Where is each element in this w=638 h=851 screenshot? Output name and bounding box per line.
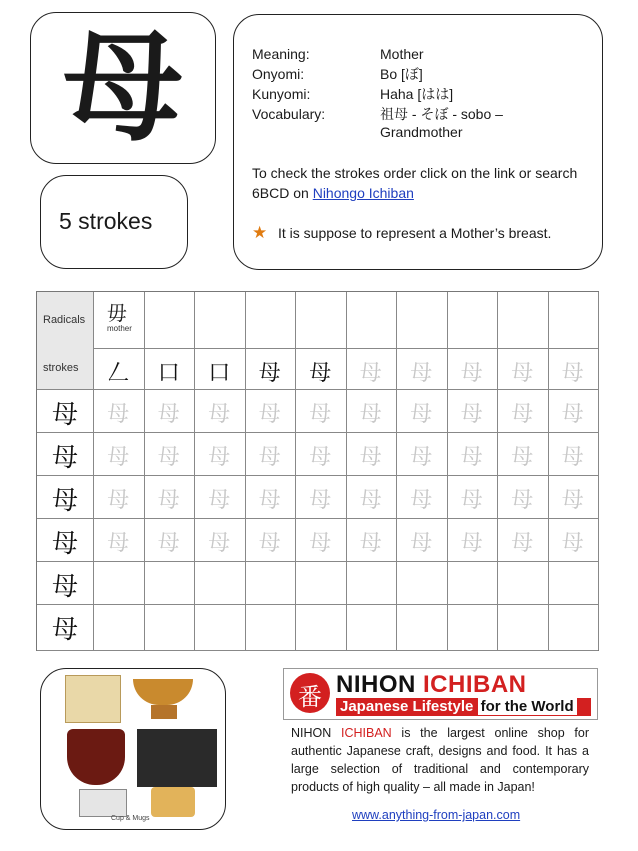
grid-cell	[447, 518, 499, 561]
blank-practice-cell[interactable]	[548, 604, 600, 650]
product-photo-mug	[151, 787, 195, 817]
grid-cell	[497, 518, 549, 561]
grid-cell	[295, 348, 347, 389]
grid-cell	[346, 389, 398, 432]
radicals-row	[37, 292, 598, 349]
blank-practice-cell[interactable]	[447, 604, 499, 650]
grid-cell	[346, 292, 398, 348]
practice-row	[37, 389, 598, 433]
photo-caption: Cup & Mugs	[111, 815, 150, 822]
trace-character: 母	[208, 402, 231, 427]
grid-cell	[144, 432, 196, 475]
trace-character: 母	[258, 488, 281, 513]
grid-cell	[144, 389, 196, 432]
grid-cell	[245, 518, 297, 561]
nihon-ichiban-logo[interactable]	[283, 668, 598, 720]
grid-cell	[37, 292, 94, 348]
trace-character: 母	[309, 531, 332, 556]
grid-cell	[144, 292, 196, 348]
stroke-step: 母	[258, 361, 281, 386]
trace-character: 母	[208, 531, 231, 556]
trace-character: 母	[359, 445, 382, 470]
stroke-step: 母	[309, 361, 332, 386]
strokes-label: strokes	[43, 362, 79, 374]
trace-character: 母	[258, 531, 281, 556]
grid-cell	[396, 348, 448, 389]
strokes-row	[37, 348, 598, 390]
trace-character: 母	[258, 445, 281, 470]
grid-cell	[447, 292, 499, 348]
practice-row	[37, 432, 598, 476]
trace-character: 母	[107, 531, 130, 556]
blank-practice-cell[interactable]	[346, 561, 398, 604]
blank-practice-cell[interactable]	[93, 561, 145, 604]
practice-row	[37, 604, 598, 651]
blank-practice-cell[interactable]	[144, 561, 196, 604]
trace-character: 母	[157, 488, 180, 513]
trace-character: 母	[410, 488, 433, 513]
grid-cell	[144, 348, 196, 389]
trace-character: 母	[511, 402, 534, 427]
grid-cell	[497, 432, 549, 475]
grid-cell	[144, 518, 196, 561]
logo-mark-icon: 番	[290, 673, 330, 713]
trace-character: 母	[309, 445, 332, 470]
blank-practice-cell[interactable]	[295, 604, 347, 650]
grid-cell	[346, 475, 398, 518]
grid-cell	[548, 348, 600, 389]
onyomi-label: Onyomi:	[252, 66, 305, 82]
trace-character: 母	[359, 488, 382, 513]
model-character: 母	[51, 615, 78, 645]
grid-cell	[93, 348, 145, 389]
stroke-order-note	[252, 163, 582, 203]
trace-character: 母	[410, 531, 433, 556]
product-photo-teapot	[137, 729, 217, 787]
grid-cell	[37, 432, 94, 475]
grid-cell	[37, 348, 94, 389]
info-panel	[233, 14, 603, 270]
grid-cell	[37, 561, 94, 604]
grid-cell	[548, 432, 600, 475]
onyomi-value: Bo [ぼ]	[380, 66, 423, 82]
blank-practice-cell[interactable]	[396, 561, 448, 604]
kunyomi-label: Kunyomi:	[252, 86, 311, 102]
trace-character: 母	[511, 445, 534, 470]
grid-cell	[194, 348, 246, 389]
trace-character: 母	[309, 488, 332, 513]
grid-cell	[447, 389, 499, 432]
trace-character: 母	[511, 361, 534, 386]
trace-character: 母	[107, 402, 130, 427]
model-character: 母	[51, 400, 78, 430]
trace-character: 母	[208, 488, 231, 513]
grid-cell	[144, 475, 196, 518]
grid-cell	[548, 292, 600, 348]
product-photo-tin	[79, 789, 127, 817]
trace-character: 母	[460, 402, 483, 427]
grid-cell	[93, 432, 145, 475]
blank-practice-cell[interactable]	[194, 561, 246, 604]
logo-name: NIHON ICHIBAN	[336, 671, 527, 698]
grid-cell	[194, 475, 246, 518]
trace-character: 母	[107, 488, 130, 513]
grid-cell	[245, 292, 297, 348]
star-icon: ★	[252, 223, 268, 242]
blank-practice-cell[interactable]	[396, 604, 448, 650]
trace-character: 母	[460, 361, 483, 386]
trace-character: 母	[359, 402, 382, 427]
trace-character: 母	[157, 531, 180, 556]
stroke-step: 口	[208, 361, 231, 386]
trace-character: 母	[511, 488, 534, 513]
grid-cell	[93, 292, 145, 348]
grid-cell	[93, 518, 145, 561]
trace-character: 母	[460, 445, 483, 470]
grid-cell	[37, 389, 94, 432]
note-text: To check the strokes order click on the link or search 6BCD on	[252, 165, 578, 201]
radical-caption: mother	[107, 324, 132, 333]
trace-character: 母	[561, 531, 584, 556]
product-photo-box	[65, 675, 121, 723]
practice-row	[37, 561, 598, 605]
practice-row	[37, 518, 598, 562]
trace-character: 母	[410, 361, 433, 386]
blank-practice-cell[interactable]	[93, 604, 145, 650]
grid-cell	[245, 475, 297, 518]
radicals-label: Radicals	[43, 314, 86, 326]
meaning-label: Meaning:	[252, 46, 310, 62]
stroke-count-panel	[40, 175, 188, 269]
product-photo-lacquer-bowl	[67, 729, 125, 785]
trace-character: 母	[157, 445, 180, 470]
logo-tagline: Japanese Lifestyle for the World	[336, 698, 591, 716]
grid-cell	[194, 389, 246, 432]
trace-character: 母	[359, 361, 382, 386]
trace-character: 母	[460, 531, 483, 556]
grid-cell	[194, 292, 246, 348]
product-photo-bowl	[133, 679, 193, 705]
grid-cell	[245, 432, 297, 475]
stroke-step: 𠃋	[107, 361, 130, 386]
trace-character: 母	[309, 402, 332, 427]
grid-cell	[295, 518, 347, 561]
grid-cell	[37, 475, 94, 518]
nihongo-ichiban-link[interactable]: Nihongo Ichiban	[312, 185, 414, 201]
trace-character: 母	[208, 445, 231, 470]
vocabulary-value: 祖母 - そぼ - sobo – Grandmother	[380, 106, 503, 140]
blank-practice-cell[interactable]	[194, 604, 246, 650]
blank-practice-cell[interactable]	[497, 604, 549, 650]
kanji-fact: It is suppose to represent a Mother’s breast.	[278, 225, 552, 241]
grid-cell	[548, 475, 600, 518]
vocabulary-label: Vocabulary:	[252, 106, 326, 122]
blank-practice-cell[interactable]	[144, 604, 196, 650]
trace-character: 母	[460, 488, 483, 513]
grid-cell	[447, 348, 499, 389]
grid-cell	[396, 518, 448, 561]
grid-cell	[245, 348, 297, 389]
grid-cell	[194, 518, 246, 561]
blank-practice-cell[interactable]	[346, 604, 398, 650]
model-character: 母	[51, 529, 78, 559]
model-character: 母	[51, 486, 78, 516]
grid-cell	[295, 389, 347, 432]
blank-practice-cell[interactable]	[295, 561, 347, 604]
grid-cell	[497, 389, 549, 432]
trace-character: 母	[258, 402, 281, 427]
practice-grid	[36, 291, 599, 651]
blank-practice-cell[interactable]	[245, 561, 297, 604]
grid-cell	[346, 348, 398, 389]
kanji-panel	[30, 12, 216, 164]
trace-character: 母	[511, 531, 534, 556]
grid-cell	[37, 604, 94, 650]
practice-row	[37, 475, 598, 519]
grid-cell	[447, 432, 499, 475]
kanji-character: 母	[63, 17, 183, 158]
grid-cell	[447, 475, 499, 518]
grid-cell	[194, 432, 246, 475]
blank-practice-cell[interactable]	[245, 604, 297, 650]
trace-character: 母	[561, 361, 584, 386]
grid-cell	[396, 432, 448, 475]
grid-cell	[37, 518, 94, 561]
trace-character: 母	[561, 445, 584, 470]
trace-character: 母	[410, 402, 433, 427]
model-character: 母	[51, 443, 78, 473]
radical-character: 毋	[107, 301, 127, 325]
product-photo-bowl-stand	[151, 705, 177, 719]
trace-character: 母	[107, 445, 130, 470]
product-photo-panel	[40, 668, 226, 830]
grid-cell	[396, 475, 448, 518]
blank-practice-cell[interactable]	[447, 561, 499, 604]
shop-url-link[interactable]: www.anything-from-japan.com	[352, 808, 521, 822]
model-character: 母	[51, 572, 78, 602]
trace-character: 母	[561, 488, 584, 513]
grid-cell	[396, 389, 448, 432]
grid-cell	[295, 292, 347, 348]
grid-cell	[245, 389, 297, 432]
trace-character: 母	[157, 402, 180, 427]
grid-cell	[295, 432, 347, 475]
grid-cell	[497, 292, 549, 348]
grid-cell	[548, 389, 600, 432]
blank-practice-cell[interactable]	[548, 561, 600, 604]
trace-character: 母	[359, 531, 382, 556]
grid-cell	[346, 518, 398, 561]
grid-cell	[548, 518, 600, 561]
shop-description: NIHON ICHIBAN is the largest online shop for authentic Japanese craft, designs and food. It has a large selection of traditional and contemporary products of high quality – all made in Japan!	[291, 726, 589, 794]
kunyomi-value: Haha [はは]	[380, 86, 454, 102]
grid-cell	[396, 292, 448, 348]
grid-cell	[295, 475, 347, 518]
stroke-step: 口	[157, 361, 180, 386]
trace-character: 母	[410, 445, 433, 470]
blank-practice-cell[interactable]	[497, 561, 549, 604]
grid-cell	[497, 475, 549, 518]
grid-cell	[497, 348, 549, 389]
grid-cell	[346, 432, 398, 475]
stroke-count: 5 strokes	[59, 208, 153, 234]
grid-cell	[93, 389, 145, 432]
grid-cell	[93, 475, 145, 518]
trace-character: 母	[561, 402, 584, 427]
meaning-value: Mother	[380, 46, 424, 62]
